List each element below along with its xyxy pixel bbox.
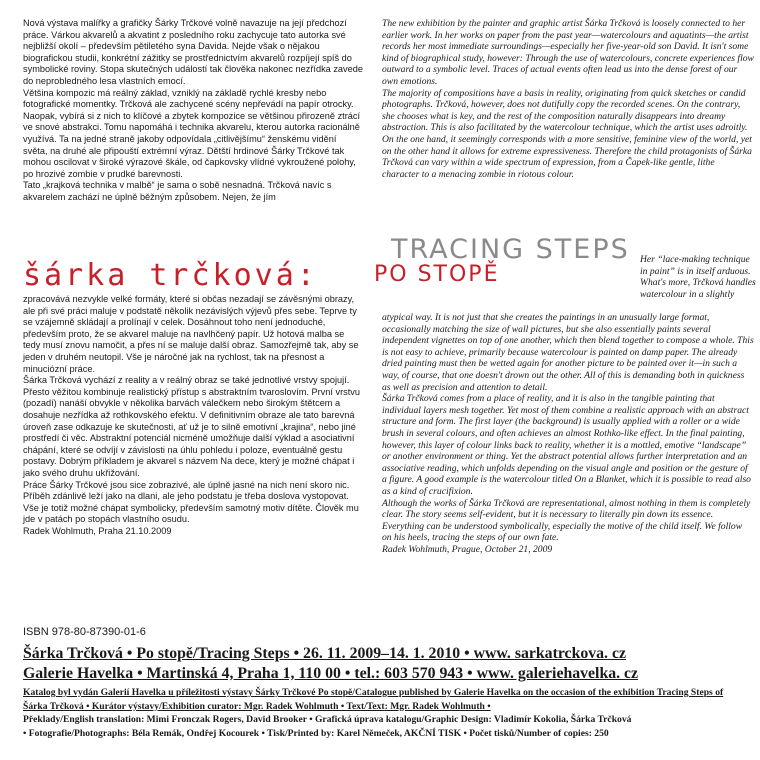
cz-paragraph: Většina kompozic má reálný základ, vzniklý na základě rychlé kresby nebo fotografické momentky. Trčková ale zachycené scény nepřevádí na papír otrocky. Naopak, vybírá si z nich to klíčové a zbytek kompozice se většinou přirozeně ztrácí ve snové abstrakci. Tomu napomáhá i technika akvarelu, kterou autorka racionálně využívá. Ta na jedné straně jakoby odpovídala „citlivějšímu“ ženskému vidění světa, na druhé ale připouští extrémní výraz. Dětští hrdinové Šárky Trčkové tak mohou oscilovat v široké výrazové škále, od čapkovsky vlídné vykroužené polohy, po hrozivé zombie v prudké barevnosti.	[23, 87, 361, 179]
english-text-top	[382, 18, 754, 180]
en-paragraph: Although the works of Šárka Trčková are representational, almost nothing in them is completely clear. The story seems self-evident, but it is necessary to literally pin down its essence. Everything can be understood symbolically, especially the motive of the child itself. We follow on his heels, tracing the steps of our own fate.	[382, 497, 751, 544]
english-title: TRACING STEPS	[391, 234, 630, 265]
credits-line: Překlady/English translation: Mimi Fronczak Rogers, David Brooker • Grafická úprava katalogu/Graphic Design: Vladimír Kokolia, Šárka Trčková	[23, 714, 632, 726]
czech-text-bottom	[23, 294, 363, 537]
english-text-bottom	[382, 312, 754, 555]
sub-title: PO STOPĚ	[374, 262, 500, 287]
cz-paragraph: Práce Šárky Trčkové jsou sice zobrazivé, ale úplně jasné na nich není skoro nic. Příběh zdánlivě leží jako na dlani, ale jeho podstatu je třeba doslova vystopovat. Vše je totiž možné chápat symbolicky, především samotný motiv dítěte. Člověk mu jde v patách po stopách vlastního osudu.	[23, 479, 359, 525]
en-signature: Radek Wohlmuth, Prague, October 21, 2009	[382, 543, 553, 555]
cz-paragraph: zpracovává nezvykle velké formáty, které si občas nezadají se závěsnými obrazy, ale při své práci maluje v podstatě několik nezávislých výjevů přes sebe. Teprve ty se vzájemně skládají a prolínají v celek. Dosáhnout toho není jednoduché, především proto, že se akvarel maluje na navlhčený papír. Už hotová malba se tedy musí znovu namočit, a přes ní se maluje další obraz. Samozřejmě tak, aby se jeden v druhém neutopil. Vše je náročné jak na rychlost, tak na přesnost a minuciózní práce.	[23, 294, 359, 374]
en-paragraph: The majority of compositions have a basis in reality, originating from quick sketches or candid photographs. Trčková, however, does not dutifully copy the recorded scenes. On the contrary, she chooses what is key, and the rest of the composition naturally disappears into dreamy abstraction. This is also facilitated by the watercolour technique, which the artist uses adroitly. On the one hand, it seemingly corresponds with a more sensitive, feminine view of the world, yet on the other hand it allows for extreme expressiveness. Therefore the child protagonists of Šárka Trčková can vary within a wide spectrum of expression, from a Čapek-like gentle, lithe character to a menacing zombie in riotous colour.	[382, 87, 752, 180]
english-wrap-text: Her “lace-making technique in paint” is in itself arduous. What's more, Trčková handles watercolour in a slightly	[640, 254, 756, 300]
footer-exhibition-line: Šárka Trčková • Po stopě/Tracing Steps • 26. 11. 2009–14. 1. 2010 • www. sarkatrckova. cz	[23, 645, 626, 662]
credits-line: • Fotografie/Photographs: Béla Remák, Ondřej Kocourek • Tisk/Printed by: Karel Němeček, AKČNÍ TISK • Počet tisků/Number of copies: 250	[23, 727, 609, 739]
cz-paragraph: Nová výstava malířky a grafičky Šárky Trčkové volně navazuje na její předchozí práce. Várkou akvarelů a akvatint z posledního roku zachycuje tato autorka své nejbližší okolí – především pětiletého syna Davida. Nejde však o nějakou biografickou studii, konkrétní zážitky se prostřednictvím akvarelů rozpíjejí spíš do symbolické roviny. Stopa skutečných událostí tak člověka nakonec nezřídka zavede do neprobledného lesa vlastních emocí.	[23, 18, 363, 86]
footer-gallery-line: Galerie Havelka • Martinská 4, Praha 1, 110 00 • tel.: 603 570 943 • www. galeriehavelka. cz	[23, 665, 639, 682]
cz-paragraph: Šárka Trčková vychází z reality a v reálný obraz se také jednotlivé vrstvy spojují. Přesto věžitou kombinuje realistický přístup s abstraktním tvaroslovím. První vrstvu (pozadí) nanáší obvykle v několika barvách válečkem nebo širokým štětcem a dosahuje nezřídka až rothkovského efektu. V definitivním obraze ale tato barevná úroveň zase odkazuje ke skutečnosti, ať už je to silně emotivní „krajina“, nebo jiné prostředí či věc. Abstraktní potenciál nicméně umožňuje další výklad a asociativní chápání, které se odvíjí v závislosti na úhlu pohledu i poloze, eventuálně gestu postavy. Dobrým příkladem je akvarel s názvem Na dece, který je možné chápat i jako svého druhu ukřižování.	[23, 375, 360, 478]
isbn: ISBN 978-80-87390-01-6	[23, 626, 146, 638]
en-paragraph: Šárka Trčková comes from a place of reality, and it is also in the tangible painting that individual layers mesh together. Yet most of them combine a realistic approach with an abstract structure and form. The first layer (the background) is usually applied with a roller or a wide brush in several colours, and often achieves an almost Rothko-like effect. In the final painting, however, this layer of colour links back to reality, whether it is a mottled, emotive “landscape” or another environment or thing. Yet the abstract potential allows further interpretation and an associative reading, which unfolds depending on the visual angle and position or the gesture of a figure. A good example is the watercolour titled On a Blanket, which it is possible to read also as a kind of crucifixion.	[382, 393, 751, 497]
cz-paragraph: Tato „krajková technika v malbě“ je sama o sobě nesnadná. Trčková navíc s akvarelem zachází ne úplně běžným způsobem. Nejen, že jím	[23, 180, 332, 202]
czech-text-top	[23, 18, 363, 204]
en-paragraph: atypical way. It is not just that she creates the paintings in an unusually large format, occasionally matching the size of wall pictures, but she also essentially paints several independent vignettes on top of one another, which then blend together to compose a whole. This is not easy to achieve, primarily because watercolour is painted on damp paper. The already dried painting must then be wetted again for another picture to be painted over it—in such a way, of course, that one doesn't drown out the other. All of this is demanding both in quickness as well as precision and attention to detail.	[382, 312, 754, 393]
main-title: šárka trčková:	[23, 258, 318, 293]
credits-line: Katalog byl vydán Galerií Havelka u příležitosti výstavy Šárky Trčkové Po stopě/Catalogue published by Galerie Havelka on the occasion of the exhibition Tracing Steps of Šárka Trčková • Kurátor výstavy/Exhibition curator: Mgr. Radek Wohlmuth • Text/Text: Mgr. Radek Wohlmuth •	[23, 687, 724, 712]
cz-signature: Radek Wohlmuth, Praha 21.10.2009	[23, 525, 172, 536]
en-paragraph: The new exhibition by the painter and graphic artist Šárka Trčková is loosely connected to her earlier work. In her works on paper from the past year—watercolours and aquatints—the artist records her most immediate surroundings—especially her five-year-old son David. It isn't some kind of biographical study, however: Through the use of watercolours, concrete experiences flow outward to a symbolic level. Traces of actual events often lead us into the dense forest of our own emotions.	[382, 18, 754, 87]
credits	[23, 686, 735, 740]
